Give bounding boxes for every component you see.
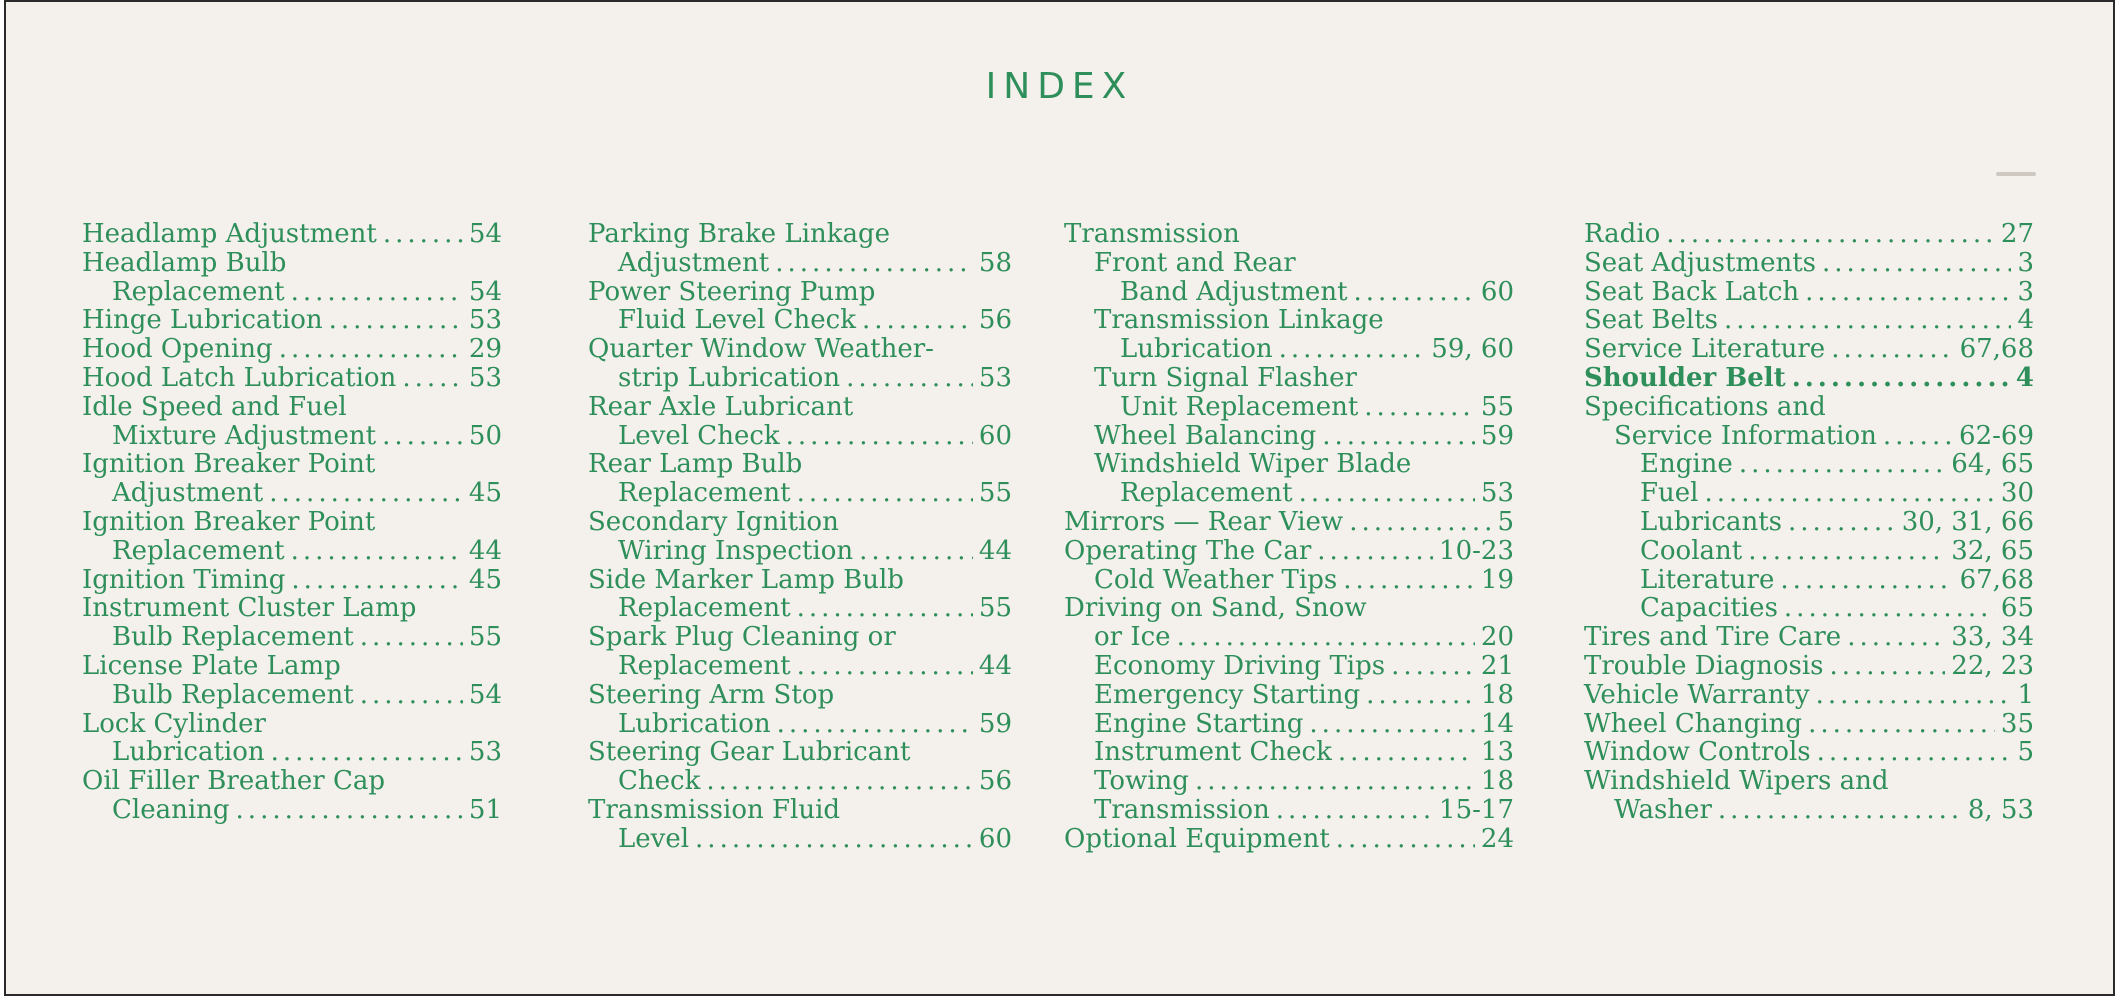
index-entry	[1584, 249, 2034, 278]
entry-page-number: 19	[1480, 564, 1514, 595]
entry-page-number: 64, 65	[1951, 449, 2034, 480]
entry-text: Seat Adjustments	[1584, 247, 1817, 278]
index-entry	[82, 710, 502, 768]
index-entry	[1584, 422, 2034, 451]
leader-dots	[1718, 796, 1962, 825]
entry-page-number: 44	[978, 535, 1012, 566]
entry-text: Rear Lamp Bulb	[588, 449, 803, 480]
leader-dots	[1808, 710, 1995, 739]
leader-dots	[695, 825, 973, 854]
index-entry	[1064, 681, 1514, 710]
entry-text: Replacement	[112, 276, 285, 307]
entry-page-number: 53	[468, 362, 502, 393]
index-entry	[82, 508, 502, 566]
index-entry	[1584, 220, 2034, 249]
entry-text: Seat Belts	[1584, 305, 1719, 336]
index-entry	[1584, 335, 2034, 364]
leader-dots	[269, 479, 463, 508]
index-entry	[1064, 249, 1514, 307]
entry-text: Headlamp Bulb	[82, 247, 287, 278]
entry-page-number: 1	[2017, 679, 2034, 710]
entry-text: Level Check	[618, 420, 780, 451]
index-entry	[1064, 220, 1514, 249]
entry-text: Wheel Changing	[1584, 708, 1803, 739]
leader-dots	[1317, 537, 1433, 566]
leader-dots	[1177, 623, 1475, 652]
entry-text: Transmission	[1094, 794, 1270, 825]
entry-text: Shoulder Belt	[1584, 362, 1786, 393]
entry-text: Specifications and	[1584, 391, 1826, 422]
entry-text: Service Information	[1614, 420, 1877, 451]
entry-page-number: 22, 23	[1951, 650, 2034, 681]
leader-dots	[1792, 364, 2010, 393]
entry-text: Replacement	[112, 535, 285, 566]
entry-text: Instrument Check	[1094, 737, 1332, 768]
leader-dots	[1739, 450, 1945, 479]
entry-page-number: 53	[468, 737, 502, 768]
entry-page-number: 44	[978, 650, 1012, 681]
entry-page-number: 60	[978, 420, 1012, 451]
leader-dots	[1336, 825, 1475, 854]
index-entry	[1584, 479, 2034, 508]
index-entry	[82, 594, 502, 652]
entry-text: Turn Signal Flasher	[1094, 362, 1357, 393]
leader-dots	[1816, 681, 2012, 710]
entry-text: Driving on Sand, Snow	[1064, 593, 1367, 624]
index-entry	[1584, 278, 2034, 307]
entry-text: Emergency Starting	[1094, 679, 1361, 710]
entry-page-number: 55	[468, 622, 502, 653]
entry-page-number: 21	[1480, 650, 1514, 681]
index-entry	[1064, 594, 1514, 652]
entry-text: Ignition Breaker Point	[82, 449, 376, 480]
index-entry	[1584, 681, 2034, 710]
index-entry	[1584, 710, 2034, 739]
entry-page-number: 14	[1480, 708, 1514, 739]
entry-text: Level	[618, 823, 690, 854]
entry-text: Literature	[1640, 564, 1775, 595]
index-entry	[82, 393, 502, 451]
index-entry	[1584, 306, 2034, 335]
leader-dots	[360, 681, 463, 710]
page-title: INDEX	[985, 66, 1134, 107]
index-entry	[1584, 508, 2034, 537]
entry-text: Hood Opening	[82, 334, 273, 365]
index-entry	[82, 450, 502, 508]
entry-text: Wiring Inspection	[618, 535, 854, 566]
entry-text: Cleaning	[112, 794, 230, 825]
entry-page-number: 58	[978, 247, 1012, 278]
leader-dots	[271, 738, 463, 767]
index-entry	[1064, 364, 1514, 422]
leader-dots	[1805, 278, 2011, 307]
entry-page-number: 30	[2000, 478, 2034, 509]
entry-text: Mirrors — Rear View	[1064, 506, 1344, 537]
entry-text: Side Marker Lamp Bulb	[588, 564, 904, 595]
leader-dots	[329, 306, 463, 335]
entry-page-number: 5	[1497, 506, 1514, 537]
leader-dots	[1349, 508, 1491, 537]
entry-text: Instrument Cluster Lamp	[82, 593, 417, 624]
index-entry	[588, 278, 1012, 336]
entry-text: Hood Latch Lubrication	[82, 362, 397, 393]
leader-dots	[1279, 335, 1426, 364]
entry-page-number: 60	[978, 823, 1012, 854]
index-page	[4, 0, 2115, 996]
entry-text: Seat Back Latch	[1584, 276, 1800, 307]
index-column-2	[588, 220, 1012, 854]
entry-page-number: 30, 31, 66	[1901, 506, 2034, 537]
leader-dots	[1309, 710, 1474, 739]
index-entry	[588, 566, 1012, 624]
entry-text: Bulb Replacement	[112, 622, 354, 653]
entry-text: or Ice	[1094, 622, 1171, 653]
leader-dots	[1343, 566, 1475, 595]
entry-text: Steering Arm Stop	[588, 679, 835, 710]
entry-text: Optional Equipment	[1064, 823, 1330, 854]
leader-dots	[786, 422, 973, 451]
leader-dots	[1705, 479, 1995, 508]
entry-page-number: 54	[468, 276, 502, 307]
leader-dots	[382, 422, 463, 451]
entry-page-number: 44	[468, 535, 502, 566]
entry-text: Replacement	[618, 478, 791, 509]
entry-text: Rear Axle Lubricant	[588, 391, 854, 422]
index-entry	[82, 652, 502, 710]
entry-page-number: 59, 60	[1431, 334, 1514, 365]
entry-text: Ignition Timing	[82, 564, 286, 595]
entry-page-number: 5	[2017, 737, 2034, 768]
entry-text: Transmission Fluid	[588, 794, 841, 825]
entry-text: Lock Cylinder	[82, 708, 266, 739]
entry-text: Towing	[1094, 766, 1189, 797]
entry-text: Idle Speed and Fuel	[82, 391, 347, 422]
entry-text: Replacement	[618, 650, 791, 681]
entry-text: Transmission Linkage	[1094, 305, 1384, 336]
entry-text: Fuel	[1640, 478, 1699, 509]
leader-dots	[1831, 335, 1953, 364]
index-entry	[588, 623, 1012, 681]
entry-text: Tires and Tire Care	[1584, 622, 1842, 653]
entry-text: Windshield Wiper Blade	[1094, 449, 1412, 480]
entry-text: Engine	[1640, 449, 1733, 480]
entry-text: Power Steering Pump	[588, 276, 876, 307]
entry-text: License Plate Lamp	[82, 650, 341, 681]
leader-dots	[1322, 422, 1475, 451]
entry-text: Service Literature	[1584, 334, 1826, 365]
entry-page-number: 67,68	[1959, 564, 2034, 595]
entry-text: Lubrication	[112, 737, 265, 768]
entry-page-number: 50	[468, 420, 502, 451]
leader-dots	[1364, 393, 1475, 422]
entry-page-number: 18	[1480, 766, 1514, 797]
entry-page-number: 35	[2000, 708, 2034, 739]
entry-text: Oil Filler Breather Cap	[82, 766, 386, 797]
index-entry	[1584, 767, 2034, 825]
index-entry	[1584, 566, 2034, 595]
leader-dots	[402, 364, 463, 393]
leader-dots	[279, 335, 463, 364]
index-entry	[1584, 594, 2034, 623]
leader-dots	[1883, 422, 1953, 451]
entry-text: Lubrication	[618, 708, 771, 739]
entry-text: Mixture Adjustment	[112, 420, 377, 451]
entry-text: Check	[618, 766, 701, 797]
entry-page-number: 54	[468, 679, 502, 710]
entry-page-number: 55	[1480, 391, 1514, 422]
index-entry	[82, 306, 502, 335]
entry-page-number: 3	[2017, 276, 2034, 307]
leader-dots	[1354, 278, 1475, 307]
index-entry	[82, 566, 502, 595]
entry-page-number: 55	[978, 478, 1012, 509]
leader-dots	[1780, 566, 1953, 595]
index-entry	[1064, 422, 1514, 451]
leader-dots	[1748, 537, 1945, 566]
index-entry	[1064, 537, 1514, 566]
leader-dots	[1817, 738, 2012, 767]
leader-dots	[775, 249, 973, 278]
entry-text: Operating The Car	[1064, 535, 1312, 566]
entry-text: Bulb Replacement	[112, 679, 354, 710]
entry-page-number: 55	[978, 593, 1012, 624]
leader-dots	[360, 623, 463, 652]
entry-page-number: 56	[978, 766, 1012, 797]
leader-dots	[291, 566, 462, 595]
index-entry	[1584, 393, 2034, 422]
entry-page-number: 10-23	[1439, 535, 1514, 566]
leader-dots	[1788, 508, 1896, 537]
paper-smudge	[1996, 172, 2036, 176]
index-entry	[82, 767, 502, 825]
leader-dots	[1822, 249, 2011, 278]
entry-page-number: 67,68	[1959, 334, 2034, 365]
leader-dots	[1784, 594, 1995, 623]
entry-page-number: 3	[2017, 247, 2034, 278]
entry-text: Cold Weather Tips	[1094, 564, 1338, 595]
entry-text: Vehicle Warranty	[1584, 679, 1810, 710]
entry-text: Coolant	[1640, 535, 1743, 566]
leader-dots	[862, 306, 973, 335]
index-entry	[1064, 796, 1514, 825]
leader-dots	[777, 710, 973, 739]
entry-text: Wheel Balancing	[1094, 420, 1317, 451]
leader-dots	[859, 537, 973, 566]
entry-text: Parking Brake Linkage	[588, 219, 891, 249]
entry-text: Adjustment	[618, 247, 770, 278]
index-entry	[588, 738, 1012, 796]
entry-page-number: 56	[978, 305, 1012, 336]
entry-text: Transmission	[1064, 219, 1240, 249]
entry-page-number: 54	[468, 219, 502, 249]
entry-page-number: 4	[2017, 305, 2034, 336]
entry-page-number: 4	[2015, 362, 2034, 393]
index-entry	[588, 508, 1012, 566]
index-entry	[82, 249, 502, 307]
entry-text: Economy Driving Tips	[1094, 650, 1386, 681]
entry-text: Quarter Window Weather-	[588, 334, 934, 365]
leader-dots	[1847, 623, 1945, 652]
leader-dots	[1724, 306, 2011, 335]
leader-dots	[797, 652, 973, 681]
entry-text: Capacities	[1640, 593, 1778, 624]
entry-page-number: 24	[1480, 823, 1514, 854]
leader-dots	[797, 594, 973, 623]
entry-page-number: 59	[1480, 420, 1514, 451]
entry-text: Spark Plug Cleaning or	[588, 622, 896, 653]
index-entry	[1064, 508, 1514, 537]
index-entry	[588, 393, 1012, 451]
entry-text: strip Lubrication	[618, 362, 841, 393]
index-column-1	[82, 220, 502, 825]
entry-text: Lubricants	[1640, 506, 1782, 537]
entry-text: Windshield Wipers and	[1584, 766, 1889, 797]
entry-text: Replacement	[1120, 478, 1293, 509]
leader-dots	[1195, 767, 1475, 796]
index-column-4	[1584, 220, 2034, 825]
index-entry	[588, 450, 1012, 508]
entry-page-number: 53	[978, 362, 1012, 393]
entry-page-number: 8, 53	[1967, 794, 2034, 825]
index-entry	[1064, 566, 1514, 595]
entry-page-number: 62-69	[1959, 420, 2034, 451]
entry-page-number: 51	[468, 794, 502, 825]
index-entry	[1064, 652, 1514, 681]
index-entry	[1064, 450, 1514, 508]
entry-page-number: 20	[1480, 622, 1514, 653]
entry-text: Lubrication	[1120, 334, 1273, 365]
index-entry	[1584, 537, 2034, 566]
index-entry	[1064, 306, 1514, 364]
entry-page-number: 33, 34	[1951, 622, 2034, 653]
leader-dots	[291, 537, 463, 566]
leader-dots	[291, 278, 463, 307]
entry-text: Unit Replacement	[1120, 391, 1359, 422]
index-entry	[1584, 652, 2034, 681]
entry-text: Washer	[1614, 794, 1712, 825]
entry-page-number: 15-17	[1439, 794, 1514, 825]
entry-page-number: 65	[2000, 593, 2034, 624]
entry-text: Radio	[1584, 219, 1661, 249]
entry-page-number: 13	[1480, 737, 1514, 768]
entry-page-number: 59	[978, 708, 1012, 739]
entry-text: Hinge Lubrication	[82, 305, 323, 336]
leader-dots	[1299, 479, 1475, 508]
leader-dots	[383, 220, 463, 249]
index-entry	[588, 796, 1012, 854]
entry-page-number: 29	[468, 334, 502, 365]
index-entry	[588, 681, 1012, 739]
entry-text: Front and Rear	[1094, 247, 1296, 278]
entry-text: Secondary Ignition	[588, 506, 839, 537]
entry-text: Band Adjustment	[1120, 276, 1348, 307]
entry-text: Trouble Diagnosis	[1584, 650, 1824, 681]
entry-text: Window Controls	[1584, 737, 1811, 768]
entry-text: Adjustment	[112, 478, 264, 509]
index-entry	[588, 335, 1012, 393]
index-entry	[1064, 825, 1514, 854]
index-entry	[82, 220, 502, 249]
index-entry	[1584, 364, 2034, 393]
entry-page-number: 18	[1480, 679, 1514, 710]
entry-text: Replacement	[618, 593, 791, 624]
entry-text: Steering Gear Lubricant	[588, 737, 911, 768]
entry-text: Engine Starting	[1094, 708, 1304, 739]
leader-dots	[1276, 796, 1433, 825]
entry-text: Fluid Level Check	[618, 305, 856, 336]
index-entry	[1584, 450, 2034, 479]
index-column-3	[1064, 220, 1514, 854]
leader-dots	[236, 796, 463, 825]
index-entry	[82, 364, 502, 393]
leader-dots	[1366, 681, 1475, 710]
index-entry	[1064, 710, 1514, 739]
entry-text: Headlamp Adjustment	[82, 219, 377, 249]
entry-page-number: 45	[468, 564, 502, 595]
entry-page-number: 32, 65	[1951, 535, 2034, 566]
entry-page-number: 45	[468, 478, 502, 509]
index-entry	[1064, 767, 1514, 796]
leader-dots	[1666, 220, 1995, 249]
index-entry	[1584, 738, 2034, 767]
index-entry	[82, 335, 502, 364]
leader-dots	[846, 364, 973, 393]
leader-dots	[797, 479, 973, 508]
leader-dots	[1391, 652, 1475, 681]
entry-page-number: 27	[2000, 219, 2034, 249]
leader-dots	[1338, 738, 1475, 767]
leader-dots	[1829, 652, 1945, 681]
entry-text: Ignition Breaker Point	[82, 506, 376, 537]
entry-page-number: 60	[1480, 276, 1514, 307]
entry-page-number: 53	[468, 305, 502, 336]
index-entry	[588, 220, 1012, 278]
entry-page-number: 53	[1480, 478, 1514, 509]
index-entry	[1064, 738, 1514, 767]
index-entry	[1584, 623, 2034, 652]
leader-dots	[706, 767, 973, 796]
